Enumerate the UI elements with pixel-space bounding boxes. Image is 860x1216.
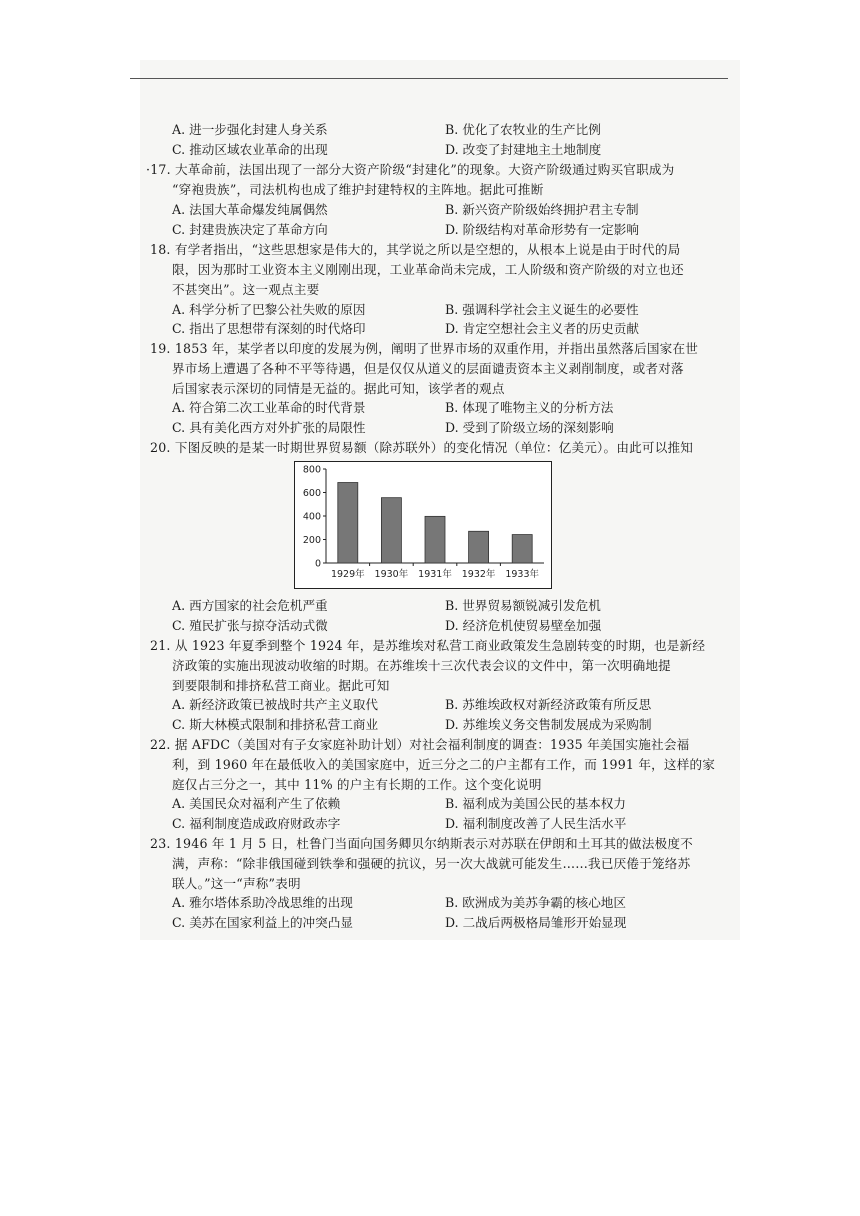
- question-19-option-d: D. 受到了阶级立场的深刻影响: [445, 420, 614, 435]
- question-19-line-3: 后国家表示深切的同情是无益的。据此可知，该学者的观点: [172, 381, 505, 396]
- question-18-option-d: D. 肯定空想社会主义者的历史贡献: [445, 321, 639, 336]
- question-21-line-2: 济政策的实施出现波动收缩的时期。在苏维埃十三次代表会议的文件中，第一次明确地提: [172, 658, 671, 673]
- x-tick-label: 1932年: [461, 569, 496, 580]
- bar: [381, 498, 401, 563]
- world-trade-bar-chart: [294, 461, 552, 589]
- prev-option-b: B. 优化了农牧业的生产比例: [445, 122, 601, 137]
- bar: [338, 483, 358, 563]
- x-tick-label: 1930年: [374, 569, 409, 580]
- question-23-option-c: C. 美苏在国家利益上的冲突凸显: [172, 915, 353, 930]
- prev-option-c: C. 推动区域农业革命的出现: [172, 142, 328, 157]
- question-20-option-d: D. 经济危机使贸易壁垒加强: [445, 618, 602, 633]
- x-tick-label: 1931年: [418, 569, 452, 580]
- question-20-option-b: B. 世界贸易额锐减引发危机: [445, 598, 601, 613]
- y-tick-label: 200: [302, 535, 321, 546]
- question-20-option-a: A. 西方国家的社会危机严重: [172, 598, 328, 613]
- question-21-option-b: B. 苏维埃政权对新经济政策有所反思: [445, 697, 652, 712]
- question-19-option-c: C. 具有美化西方对外扩张的局限性: [172, 420, 366, 435]
- question-18-line-1: 18. 有学者指出，“这些思想家是伟大的，其学说之所以是空想的，从根本上说是由于时代的局: [150, 242, 681, 257]
- bar: [425, 516, 445, 563]
- question-17-option-d: D. 阶级结构对革命形势有一定影响: [445, 222, 639, 237]
- question-19-option-a: A. 符合第二次工业革命的时代背景: [172, 400, 366, 415]
- y-tick-label: 400: [302, 511, 321, 523]
- question-18-option-b: B. 强调科学社会主义诞生的必要性: [445, 302, 639, 317]
- question-21-option-c: C. 斯大林模式限制和排挤私营工商业: [172, 717, 379, 732]
- question-23-line-1: 23. 1946 年 1 月 5 日，杜鲁门当面向国务卿贝尔纳斯表示对苏联在伊朗和土耳其的做法极度不: [150, 836, 693, 851]
- question-22-option-a: A. 美国民众对福利产生了依赖: [172, 796, 341, 811]
- question-17-line-1: ·17. 大革命前，法国出现了一部分大资产阶级“封建化”的现象。大资产阶级通过购买官职成为: [146, 162, 675, 177]
- x-tick-label: 1933年: [505, 569, 540, 580]
- question-22-option-b: B. 福利成为美国公民的基本权力: [445, 796, 626, 811]
- question-22-line-2: 利，到 1960 年在最低收入的美国家庭中，近三分之二的户主都有工作，而 1991 年，这样的家: [172, 757, 716, 772]
- question-22-line-1: 22. 据 AFDC（美国对有子女家庭补助计划）对社会福利制度的调查：1935 年美国实施社会福: [150, 737, 690, 752]
- question-17-option-b: B. 新兴资产阶级始终拥护君主专制: [445, 202, 639, 217]
- top-divider: [130, 78, 728, 79]
- question-18-option-a: A. 科学分析了巴黎公社失败的原因: [172, 302, 366, 317]
- question-21-line-3: 到要限制和排挤私营工商业。据此可知: [172, 678, 390, 693]
- question-18-line-3: 不甚突出”。这一观点主要: [172, 282, 320, 297]
- question-18-line-2: 限，因为那时工业资本主义刚刚出现，工业革命尚未完成，工人阶级和资产阶级的对立也还: [172, 262, 684, 277]
- question-21-option-a: A. 新经济政策已被战时共产主义取代: [172, 697, 379, 712]
- prev-option-d: D. 改变了封建地主土地制度: [445, 142, 602, 157]
- question-23-option-a: A. 雅尔塔体系助冷战思维的出现: [172, 895, 353, 910]
- question-21-line-1: 21. 从 1923 年夏季到整个 1924 年，是苏维埃对私营工商业政策发生急剧转变的时期，也是新经: [150, 638, 706, 653]
- question-17-option-a: A. 法国大革命爆发纯属偶然: [172, 202, 328, 217]
- y-tick-label: 800: [302, 464, 321, 476]
- bar: [512, 535, 532, 563]
- question-22-option-d: D. 福利制度改善了人民生活水平: [445, 816, 627, 831]
- question-20-line-1: 20. 下图反映的是某一时期世界贸易额（除苏联外）的变化情况（单位：亿美元）。由此可以推知: [150, 440, 694, 455]
- question-22-option-c: C. 福利制度造成政府财政赤字: [172, 816, 341, 831]
- question-20-option-c: C. 殖民扩张与掠夺活动式微: [172, 618, 328, 633]
- question-22-line-3: 庭仅占三分之一，其中 11% 的户主有长期的工作。这个变化说明: [172, 777, 542, 792]
- question-19-line-1: 19. 1853 年，某学者以印度的发展为例，阐明了世界市场的双重作用，并指出虽然落后国家在世: [150, 341, 699, 356]
- question-17-line-2: “穿袍贵族”，司法机构也成了维护封建特权的主阵地。据此可推断: [172, 182, 544, 197]
- question-17-option-c: C. 封建贵族决定了革命方向: [172, 222, 328, 237]
- question-23-option-d: D. 二战后两极格局雏形开始显现: [445, 915, 627, 930]
- question-21-option-d: D. 苏维埃义务交售制发展成为采购制: [445, 717, 652, 732]
- bar: [469, 531, 489, 563]
- question-23-line-3: 联人。”这一“声称”表明: [172, 876, 301, 891]
- question-18-option-c: C. 指出了思想带有深刻的时代烙印: [172, 321, 366, 336]
- prev-option-a: A. 进一步强化封建人身关系: [172, 122, 328, 137]
- y-tick-label: 0: [314, 558, 321, 570]
- question-19-line-2: 界市场上遭遇了各种不平等待遇，但是仅仅从道义的层面谴责资本主义剥削制度，或者对落: [172, 361, 684, 376]
- y-tick-label: 600: [302, 488, 321, 499]
- question-19-option-b: B. 体现了唯物主义的分析方法: [445, 400, 614, 415]
- question-23-option-b: B. 欧洲成为美苏争霸的核心地区: [445, 895, 626, 910]
- question-23-line-2: 满，声称：“除非俄国碰到铁拳和强硬的抗议，另一次大战就可能发生……我已厌倦于笼络苏: [172, 856, 691, 871]
- x-tick-label: 1929年: [330, 569, 365, 580]
